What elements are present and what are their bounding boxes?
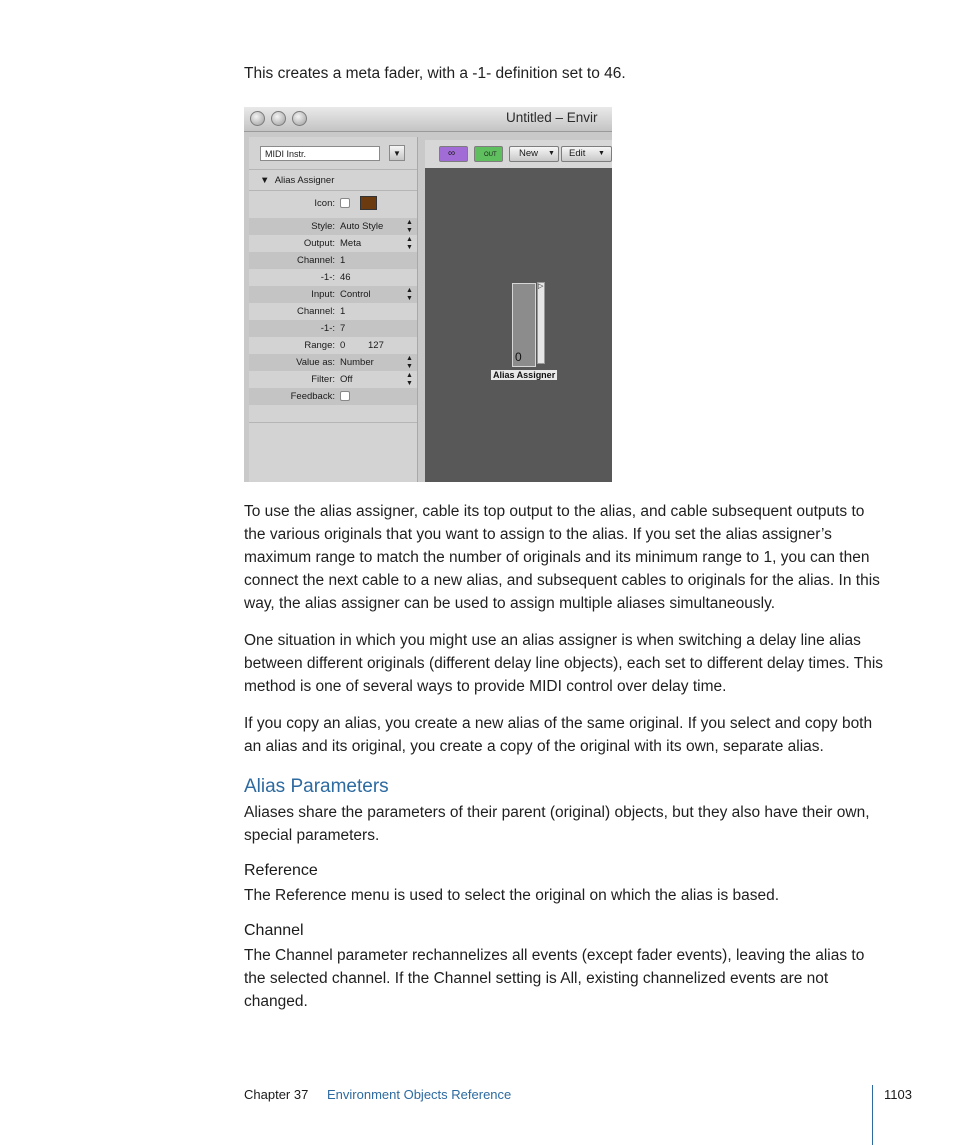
param-label: Input:	[311, 289, 335, 300]
param-label: -1-:	[320, 272, 335, 283]
param-value: Control	[340, 289, 371, 300]
environment-canvas	[425, 168, 612, 482]
param-row-style	[249, 218, 417, 235]
param-value: 46	[340, 272, 351, 283]
window-title: Untitled – Envir	[506, 110, 598, 125]
param-row-range	[249, 337, 417, 354]
updown-arrow-icon: ▲ ▼	[406, 219, 413, 234]
param-value: Off	[340, 374, 353, 385]
close-icon	[250, 111, 265, 126]
alias-assigner-fader	[512, 283, 536, 367]
feedback-checkbox	[340, 391, 350, 401]
param-row-definition	[249, 269, 417, 286]
fader-value: 0	[515, 350, 522, 364]
param-value: 7	[340, 323, 346, 334]
page-number: 1103	[884, 1087, 912, 1102]
param-row-input-channel	[249, 303, 417, 320]
section-intro: Aliases share the parameters of their parent (original) objects, but they also have their own, special parameters.	[244, 804, 870, 844]
fader-label: Alias Assigner	[493, 370, 556, 380]
param-row-input-definition	[249, 320, 417, 337]
zoom-icon	[292, 111, 307, 126]
param-label: Channel:	[296, 306, 335, 317]
out-label: OUT	[484, 152, 497, 158]
out-button	[474, 146, 503, 162]
updown-arrow-icon: ▲ ▼	[406, 355, 413, 370]
chevron-down-icon: ▼	[598, 150, 605, 157]
param-label: Range:	[304, 340, 335, 351]
paragraph-copy-alias: If you copy an alias, you create a new alias of the same original. If you select and copy both an alias and its original, you create a copy of the original with its own, separate alias.	[244, 715, 873, 755]
param-label: Filter:	[311, 374, 335, 385]
param-row-filter	[249, 371, 417, 388]
param-label: Icon:	[314, 198, 335, 209]
param-value: 1	[340, 255, 346, 266]
inspector-panel	[249, 137, 418, 482]
param-value: 1	[340, 306, 346, 317]
paragraph-delay-line: One situation in which you might use an alias assigner is when switching a delay line alias between different originals (different delay line objects), each set to different delay times. This method is one of several ways to provide MIDI control over delay time.	[244, 632, 884, 695]
object-selector: MIDI Instr.	[260, 146, 380, 161]
param-label: Output:	[303, 238, 335, 249]
environment-area	[425, 140, 612, 482]
icon-swatch	[360, 196, 377, 210]
minimize-icon	[271, 111, 286, 126]
param-value-max: 127	[368, 340, 384, 351]
param-value: Auto Style	[340, 221, 384, 232]
param-label: Feedback:	[290, 391, 335, 402]
param-row-input	[249, 286, 417, 303]
param-row-channel	[249, 252, 417, 269]
param-row-output	[249, 235, 417, 252]
updown-arrow-icon: ▲ ▼	[406, 287, 413, 302]
param-row-icon	[249, 195, 417, 212]
param-row-value-as	[249, 354, 417, 371]
section-heading: Alias Parameters	[244, 776, 389, 797]
new-menu-button	[509, 146, 559, 162]
subheading-reference: Reference	[244, 862, 318, 879]
param-value: Meta	[340, 238, 362, 249]
param-label: Channel:	[296, 255, 335, 266]
subheading-channel: Channel	[244, 922, 304, 939]
fader-outlet	[537, 282, 545, 364]
footer-chapter: Chapter 37	[244, 1087, 309, 1102]
param-row-empty	[249, 405, 417, 423]
screenshot-window	[244, 107, 612, 482]
link-button	[439, 146, 468, 162]
param-label: -1-:	[320, 323, 335, 334]
edit-menu-label: Edit	[569, 148, 586, 159]
param-value: 0	[340, 340, 346, 351]
paragraph-alias-assigner-usage: To use the alias assigner, cable its top output to the alias, and cable subsequent outputs to the various originals that you want to assign to the alias. If you set the alias assigner’s maximum range to match the number of originals and its minimum range to 1, you can then connect the next cable to a new alias, and subsequent cables to originals for the alias. In this way, the alias assigner can be used to assign multiple aliases simultaneously.	[244, 503, 880, 612]
param-row-feedback	[249, 388, 417, 405]
icon-checkbox	[340, 198, 350, 208]
chevron-down-icon: ▼	[548, 150, 555, 157]
param-label: Value as:	[296, 357, 335, 368]
intro-paragraph: This creates a meta fader, with a -1- definition set to 46.	[244, 65, 626, 82]
window-titlebar	[244, 107, 612, 132]
footer-chapter-title: Environment Objects Reference	[327, 1087, 512, 1102]
outlet-arrow-icon: ▷	[538, 283, 544, 290]
new-menu-label: New	[519, 148, 539, 159]
updown-arrow-icon: ▲ ▼	[406, 372, 413, 387]
section-title: Alias Assigner	[274, 175, 335, 186]
paragraph-channel: The Channel parameter rechannelizes all events (except fader events), leaving the alias to the selected channel. If the Channel setting is All, existing channelized events are not changed.	[244, 947, 865, 1010]
footer-divider	[872, 1085, 873, 1145]
updown-arrow-icon: ▲ ▼	[406, 236, 413, 251]
selector-dropdown-icon: ▼	[389, 145, 405, 161]
edit-menu-button	[561, 146, 612, 162]
section-header: ▼ Alias Assigner	[249, 169, 417, 191]
link-icon: ∞	[448, 148, 456, 159]
param-value: Number	[340, 357, 374, 368]
paragraph-reference: The Reference menu is used to select the original on which the alias is based.	[244, 887, 780, 904]
param-label: Style:	[311, 221, 335, 232]
